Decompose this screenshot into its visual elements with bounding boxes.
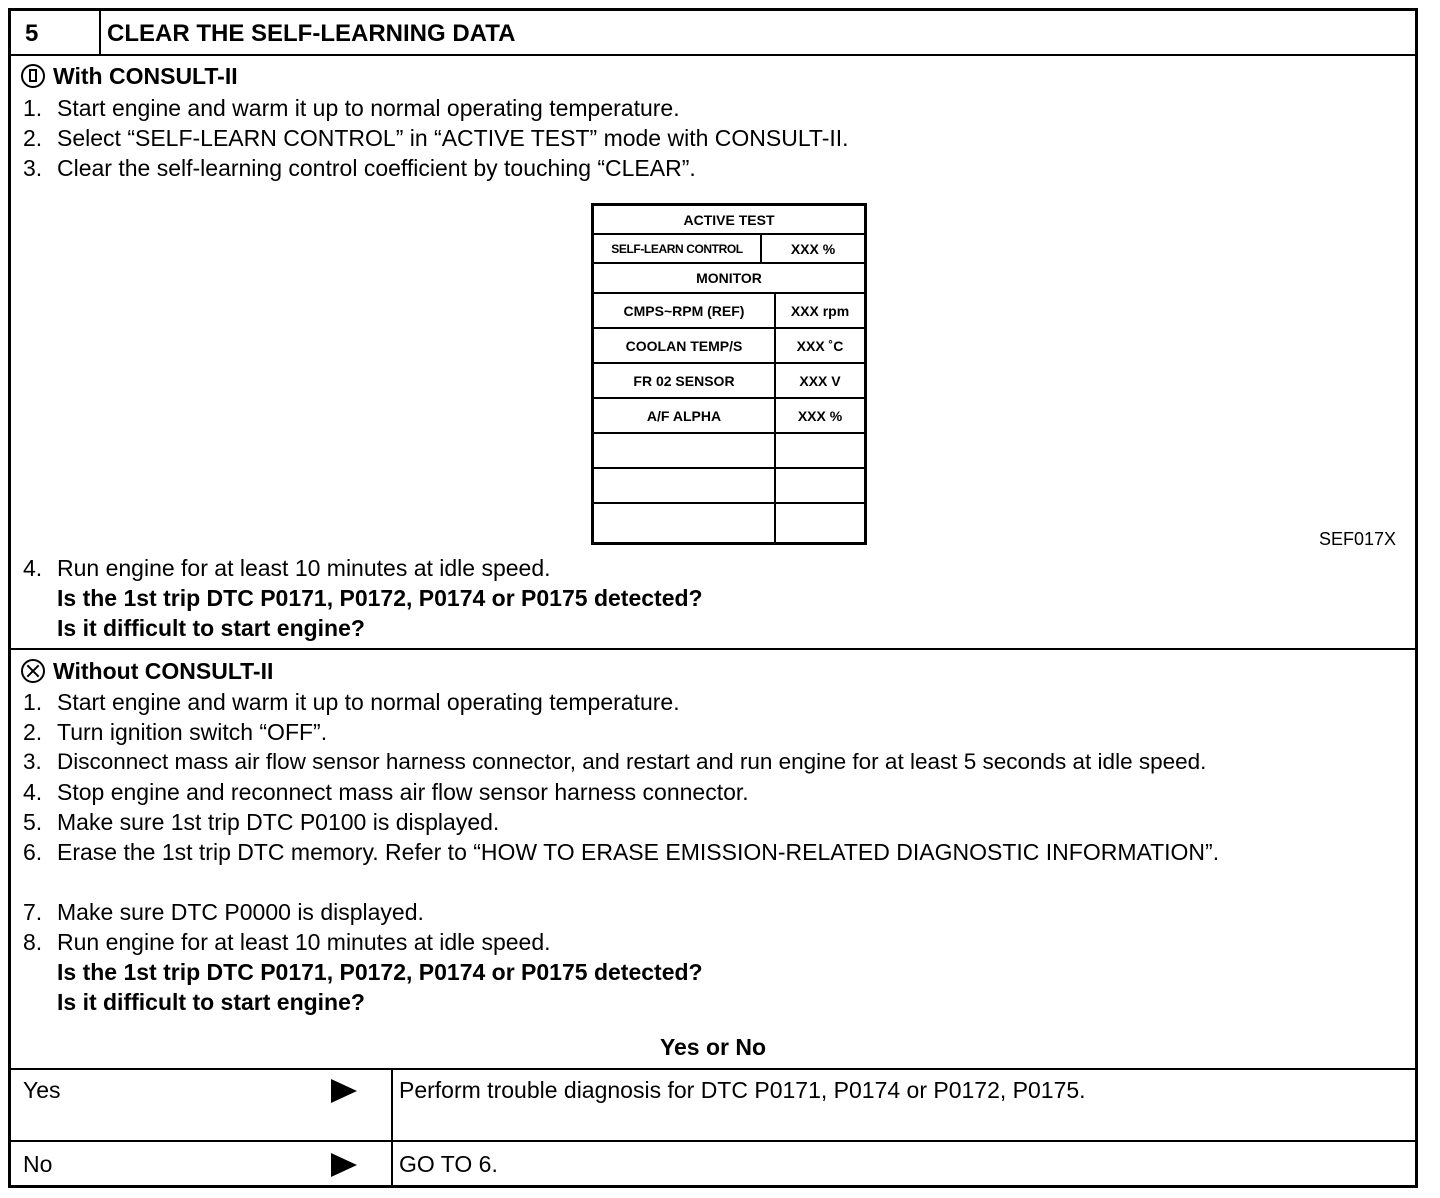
empty-row bbox=[594, 469, 864, 504]
without-consult-heading: Without CONSULT-II bbox=[21, 656, 273, 686]
manual-question-2: Is it difficult to start engine? bbox=[57, 989, 365, 1015]
monitor-value: XXX rpm bbox=[790, 302, 850, 319]
consult-step-3: 3. Clear the self-learning control coefficient by touching “CLEAR”. bbox=[23, 155, 696, 181]
manual-step-3: 3. Disconnect mass air flow sensor harness connector, and restart and run engine for at least 5 seconds at idle speed. bbox=[23, 749, 1207, 774]
consult-step-1: 1. Start engine and warm it up to normal operating temperature. bbox=[23, 95, 680, 121]
manual-step-2: 2. Turn ignition switch “OFF”. bbox=[23, 719, 328, 745]
header-rule bbox=[11, 54, 1415, 56]
monitor-value: XXX V bbox=[799, 372, 841, 389]
section-rule bbox=[11, 648, 1415, 650]
no-action: GO TO 6. bbox=[399, 1151, 498, 1177]
monitor-value: XXX ˚C bbox=[796, 337, 844, 354]
no-arrow-icon bbox=[331, 1153, 357, 1177]
manual-step-7: 7. Make sure DTC P0000 is displayed. bbox=[23, 899, 424, 925]
decision-row-rule bbox=[11, 1140, 1415, 1142]
control-label: SELF-LEARN CONTROL bbox=[611, 241, 743, 256]
control-value: XXX % bbox=[790, 240, 836, 257]
monitor-label: A/F ALPHA bbox=[646, 407, 722, 424]
manual-step-1: 1. Start engine and warm it up to normal operating temperature. bbox=[23, 689, 680, 715]
consult-step-4: 4. Run engine for at least 10 minutes at idle speed. bbox=[23, 555, 551, 581]
screen-title: ACTIVE TEST bbox=[683, 211, 775, 228]
monitor-row bbox=[594, 294, 864, 329]
step-number: 5 bbox=[25, 20, 39, 47]
monitor-row bbox=[594, 364, 864, 399]
yes-arrow-icon bbox=[331, 1079, 357, 1103]
with-consult-heading: With CONSULT-II bbox=[21, 61, 238, 91]
header-divider bbox=[99, 11, 101, 55]
yes-label: Yes bbox=[23, 1077, 61, 1103]
monitor-label: MONITOR bbox=[696, 270, 762, 286]
manual-question-1: Is the 1st trip DTC P0171, P0172, P0174 or P0175 detected? bbox=[57, 959, 703, 985]
yes-or-no-prompt: Yes or No bbox=[659, 1034, 767, 1060]
no-label: No bbox=[23, 1151, 53, 1177]
monitor-label: COOLAN TEMP/S bbox=[625, 337, 743, 354]
monitor-row bbox=[594, 399, 864, 434]
procedure-box bbox=[8, 8, 1418, 1188]
manual-step-8: 8. Run engine for at least 10 minutes at idle speed. bbox=[23, 929, 551, 955]
monitor-label: CMPS~RPM (REF) bbox=[623, 302, 745, 319]
monitor-label: FR 02 SENSOR bbox=[633, 372, 735, 389]
screen-monitor-row bbox=[594, 264, 864, 294]
monitor-value: XXX % bbox=[797, 407, 843, 424]
step-title: CLEAR THE SELF-LEARNING DATA bbox=[107, 20, 516, 47]
consult-question-2: Is it difficult to start engine? bbox=[57, 615, 365, 641]
manual-step-6: 6. Erase the 1st trip DTC memory. Refer to “HOW TO ERASE EMISSION-RELATED DIAGNOSTIC INFORMATION”. bbox=[23, 839, 1220, 865]
decision-rule bbox=[11, 1068, 1415, 1070]
manual-step-5: 5. Make sure 1st trip DTC P0100 is displayed. bbox=[23, 809, 500, 835]
yes-action: Perform trouble diagnosis for DTC P0171, P0174 or P0172, P0175. bbox=[399, 1077, 1086, 1103]
consult-device-icon bbox=[21, 64, 45, 88]
empty-row bbox=[594, 434, 864, 469]
manual-step-4: 4. Stop engine and reconnect mass air flow sensor harness connector. bbox=[23, 779, 749, 805]
screen-title-row bbox=[594, 206, 864, 235]
consult-step-2: 2. Select “SELF-LEARN CONTROL” in “ACTIVE TEST” mode with CONSULT-II. bbox=[23, 125, 849, 151]
active-test-screen bbox=[591, 203, 867, 545]
empty-row bbox=[594, 504, 864, 542]
consult-question-1: Is the 1st trip DTC P0171, P0172, P0174 or P0175 detected? bbox=[57, 585, 703, 611]
figure-code: SEF017X bbox=[1319, 529, 1397, 549]
monitor-row bbox=[594, 329, 864, 364]
no-consult-icon bbox=[21, 659, 45, 683]
screen-control-row bbox=[594, 235, 864, 264]
decision-divider bbox=[391, 1068, 393, 1188]
